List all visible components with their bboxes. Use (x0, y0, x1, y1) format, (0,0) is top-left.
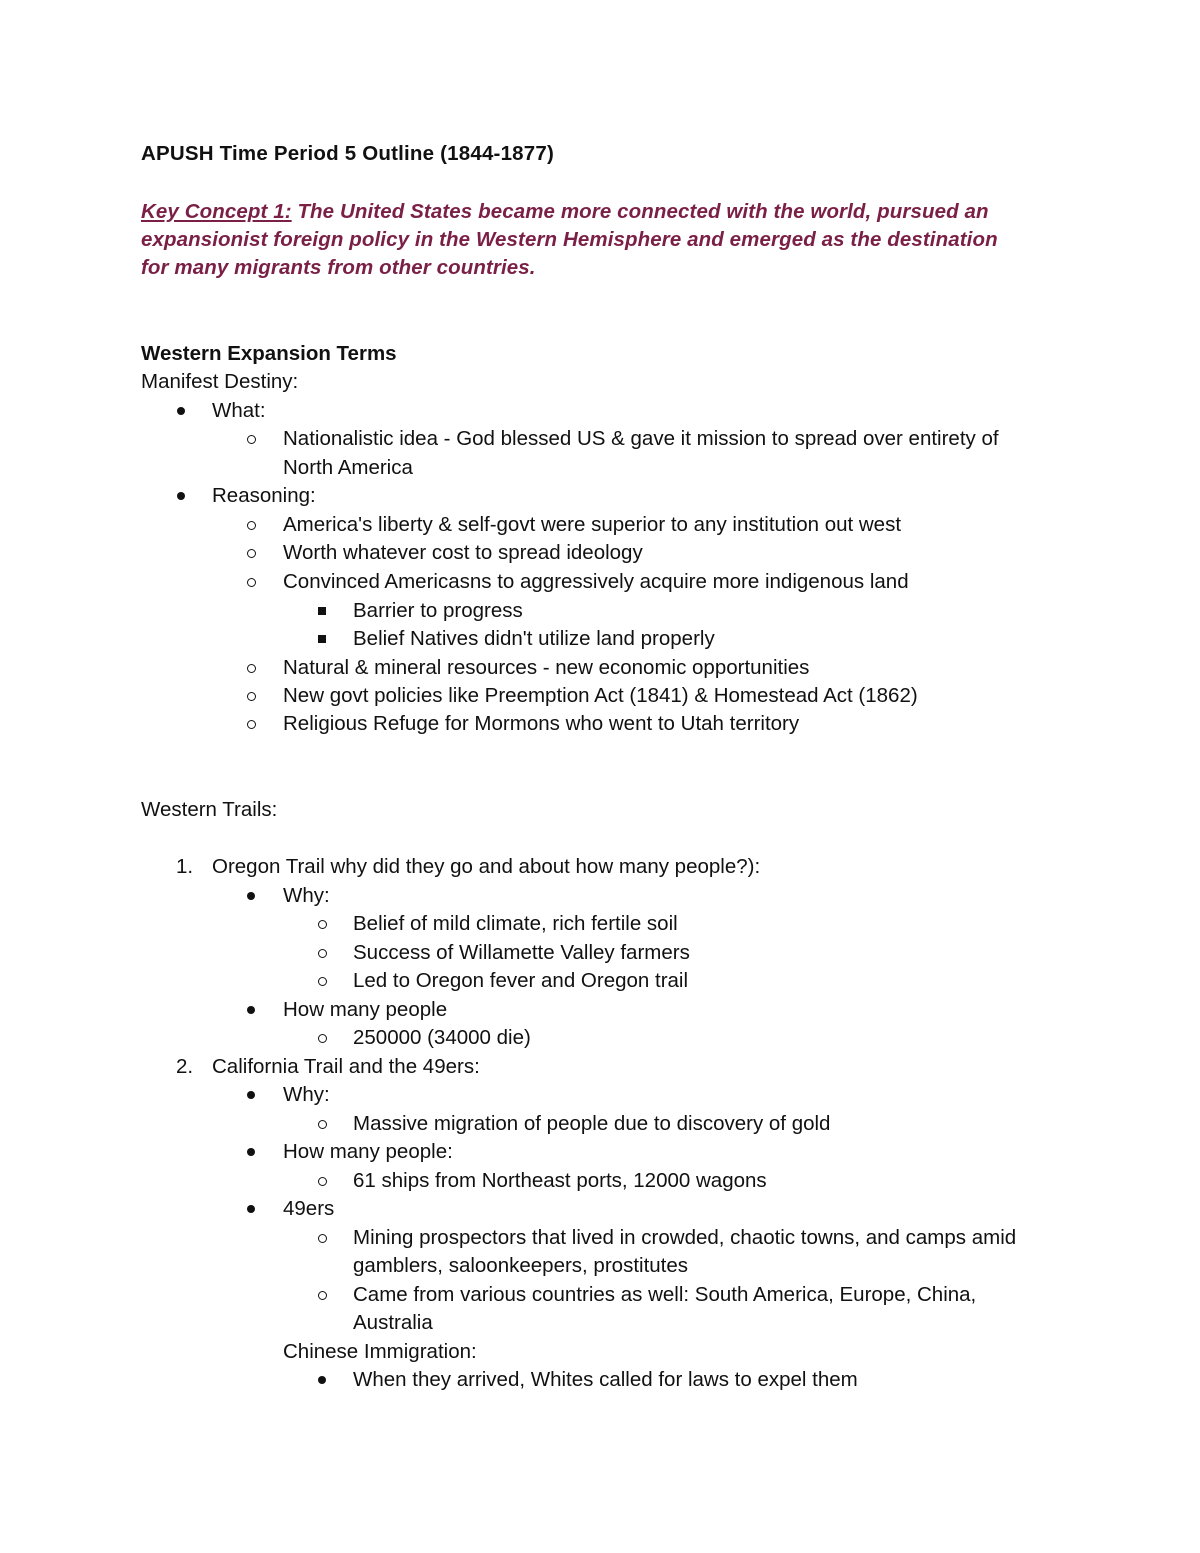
bullet-circle-icon (318, 1281, 327, 1309)
bullet-circle-icon (318, 910, 327, 938)
bullet-disc-icon (247, 996, 255, 1024)
bullet-disc-icon (177, 482, 185, 510)
document-title: APUSH Time Period 5 Outline (1844-1877) (141, 142, 555, 165)
list-number: 2. (176, 1055, 194, 1078)
bullet-disc-icon (247, 882, 255, 910)
bullet-disc-icon (247, 1081, 255, 1109)
bullet-square-icon (318, 597, 326, 625)
bullet-disc-icon (247, 1138, 255, 1166)
bullet-circle-icon (247, 511, 256, 539)
key-concept-label: Key Concept 1: (141, 200, 292, 223)
bullet-circle-icon (247, 682, 256, 710)
bullet-circle-icon (247, 539, 256, 567)
bullet-circle-icon (318, 967, 327, 995)
bullet-circle-icon (318, 939, 327, 967)
section-heading: Western Trails: (141, 798, 278, 821)
key-concept-text: The United States became more connected with the world, pursued an (297, 200, 989, 223)
key-concept-text: for many migrants from other countries. (141, 256, 536, 279)
bullet-circle-icon (247, 710, 256, 738)
bullet-circle-icon (318, 1167, 327, 1195)
bullet-square-icon (318, 625, 326, 653)
bullet-disc-icon (247, 1195, 255, 1223)
section-heading: Western Expansion Terms (141, 342, 397, 365)
document-page: APUSH Time Period 5 Outline (1844-1877) Key Concept 1: The United States became more connected with the world, pursued an expansionist foreign policy in the Western Hemisphere and emerged as the destination for many migrants from other countries. Western Expansion Terms Manifest Destiny: What: Nationalistic idea - God blessed US & gave it mission to spread over entirety of North America Reasoning: America's liberty & self-govt were superior to any institution out west Worth whatever cost to spread ideology Convinced Americasns to aggressively acquire more indigenous land Barrier to progress Belief Natives didn't utilize land properly Natural & mineral resources - new economic opportunities New govt policies like Preemption Act (1841) & Homestead Act (1862) Religious Refuge for Mormons who went to Utah territory Western Trails: 1. Oregon Trail why did they go and about how many people?): Why: Belief of mild climate, rich fertile soil Success of Willamette Valley farmers Led to Oregon fever and Oregon trail How many people 250000 (34000 die) 2. California Trail and the 49ers: Why: Massive migration of people due to discovery of gold How many people: 61 ships from Northeast ports, 12000 wagons 49ers Mining prospectors that lived in crowded, chaotic towns, and camps amid gamblers, saloonkeepers, prostitutes Came from various countries as well: South America, Europe, China, Australia Chinese Immigration: When they arrived, Whites called for laws to expel them (0, 0, 1200, 1553)
bullet-circle-icon (318, 1110, 327, 1138)
bullet-circle-icon (247, 425, 256, 453)
sub-heading: Chinese Immigration: (283, 1340, 477, 1363)
bullet-circle-icon (247, 654, 256, 682)
bullet-circle-icon (318, 1224, 327, 1252)
bullet-disc-icon (318, 1366, 326, 1394)
list-number: 1. (176, 855, 194, 878)
bullet-circle-icon (318, 1024, 327, 1052)
bullet-disc-icon (177, 397, 185, 425)
bullet-circle-icon (247, 568, 256, 596)
term-label: Manifest Destiny: (141, 370, 299, 393)
key-concept-text: expansionist foreign policy in the Western Hemisphere and emerged as the destination (141, 228, 998, 251)
